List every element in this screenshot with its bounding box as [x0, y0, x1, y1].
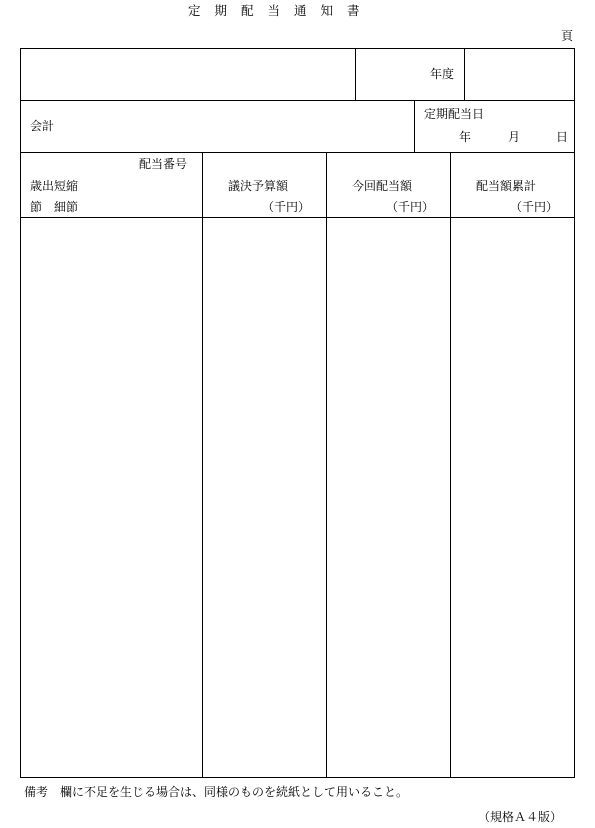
section-subsection-header: 節 細節	[30, 200, 79, 214]
distribution-date-label: 定期配当日	[424, 107, 485, 121]
remark-text: 備考 欄に不足を生じる場合は、同様のものを続紙として用いること。	[24, 785, 409, 799]
date-year-label: 年	[459, 130, 472, 144]
page-label: 頁	[561, 29, 574, 43]
approved-budget-header: 議決予算額	[228, 179, 289, 193]
table-col-divider-3	[450, 152, 451, 778]
fiscal-year-divider-1	[355, 48, 356, 101]
table-col-divider-2	[326, 152, 327, 778]
fiscal-year-label: 年度	[430, 67, 455, 81]
account-row	[20, 100, 575, 153]
account-divider	[414, 100, 415, 153]
table-header-divider	[20, 217, 575, 218]
date-day-label: 日	[556, 130, 569, 144]
table-col-divider-1	[202, 152, 203, 778]
account-label: 会計	[30, 119, 55, 133]
fiscal-year-divider-2	[464, 48, 465, 101]
paper-spec: （規格Ａ４版）	[478, 810, 563, 824]
distribution-number-header: 配当番号	[139, 157, 188, 171]
approved-budget-unit: （千円）	[262, 200, 311, 214]
fiscal-year-row	[20, 48, 575, 101]
cumulative-distribution-unit: （千円）	[510, 200, 559, 214]
form-title: 定期配当通知書	[188, 3, 374, 18]
distribution-table	[20, 152, 575, 778]
current-distribution-header: 今回配当額	[352, 179, 413, 193]
date-month-label: 月	[508, 130, 521, 144]
current-distribution-unit: （千円）	[386, 200, 435, 214]
expenditure-abbrev-header: 歳出短縮	[30, 179, 79, 193]
cumulative-distribution-header: 配当額累計	[476, 179, 537, 193]
